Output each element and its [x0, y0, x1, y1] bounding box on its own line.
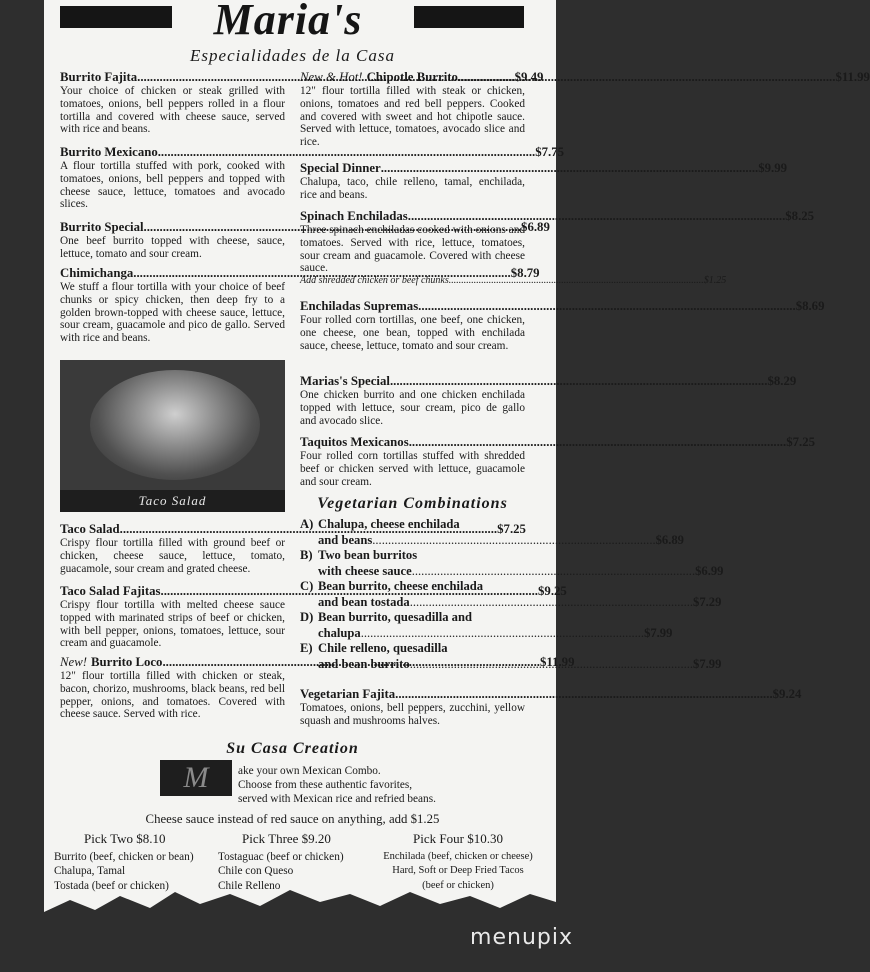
item-name: Burrito Mexicano [60, 145, 158, 159]
combo-title: Pick Two $8.10 [84, 831, 166, 846]
veg-combo-item [300, 517, 684, 548]
veg-label: E) [300, 641, 313, 655]
menu-item [300, 374, 797, 427]
item-name: Burrito Fajita [60, 70, 138, 84]
creation-line: Choose from these authentic favorites, [238, 779, 413, 791]
veg-line2: and bean burrito [318, 656, 410, 671]
item-name: Taco Salad Fajitas [60, 584, 161, 598]
item-description: Three spinach enchiladas cooked with onions and tomatoes. Served with rice, lettuce, tomatoes, sour cream and guacamole. Covered with cheese sauce. [300, 224, 525, 275]
combo-item: Tostaguac (beef or chicken) [218, 850, 344, 863]
item-price: $7.25 [786, 435, 815, 449]
veg-combo-item [300, 548, 724, 579]
item-name: Marias's Special [300, 374, 390, 388]
veg-line1: Bean burrito, cheese enchilada [318, 579, 484, 593]
combo-item: Burrito (beef, chicken or bean) [54, 850, 194, 863]
combo-item: Tostada (beef or chicken) [54, 879, 169, 892]
item-price: $11.99 [539, 655, 575, 669]
item-price: $7.25 [497, 522, 526, 536]
combo-item: Hard, Soft or Deep Fried Tacos [392, 865, 524, 876]
section-heading-vegetarian: Vegetarian Combinations [317, 495, 508, 512]
menu-item [300, 435, 815, 488]
menu-item [300, 299, 825, 352]
item-description: One beef burrito topped with cheese, sauce, lettuce, tomato and sour cream. [60, 235, 285, 260]
item-price: $8.25 [785, 209, 815, 223]
combo-item: Enchilada (beef, chicken or cheese) [383, 850, 533, 862]
veg-label: A) [300, 517, 314, 531]
item-description: Tomatoes, onions, bell peppers, zucchini, yellow squash and mushrooms halves. [300, 702, 525, 727]
salad-bowl-image [90, 370, 260, 480]
creation-text [238, 764, 436, 806]
item-description: Your choice of chicken or steak grilled with tomatoes, onions, bell peppers rolled in a flour tortilla and covered with cheese sauce, served with rice and beans. [60, 85, 285, 136]
item-description: A flour tortilla stuffed with pork, cooked with tomatoes, onions, bell peppers and topped with cheese sauce, lettuce, tomatoes and avocado slices. [60, 160, 285, 211]
combo-pick-two [54, 832, 204, 893]
combo-pick-four [380, 832, 536, 893]
item-description: Four rolled corn tortillas, one beef, one chicken, one cheese, one bean, topped with enchilada sauce, cheese, lettuce, tomato and sour cream. [300, 314, 525, 352]
item-price: $6.89 [521, 220, 550, 234]
item-price: $8.79 [510, 266, 540, 280]
veg-line1: Bean burrito, quesadilla and [318, 610, 472, 624]
menu-item [300, 687, 802, 728]
veg-label: C) [300, 579, 314, 593]
item-name: Enchiladas Supremas [300, 299, 419, 313]
title-bar-left [60, 6, 172, 28]
item-name: Chimichanga [60, 266, 134, 280]
item-description: One chicken burrito and one chicken enchilada topped with lettuce, sour cream, pico de gallo and avocado slice. [300, 389, 525, 427]
menupix-watermark: menupix [470, 925, 573, 950]
item-description: 12" flour tortilla filled with chicken or steak, bacon, chorizo, mushrooms, black beans, red bell pepper, onions, and tomatoes. Covered with cheese sauce. Served with rice. [60, 670, 285, 721]
item-price: $9.25 [538, 584, 567, 598]
item-prefix: New! [60, 655, 88, 669]
item-name: Burrito Special [60, 220, 144, 234]
veg-line1: Chile relleno, quesadilla [318, 641, 448, 655]
veg-line1: Two bean burritos [318, 548, 418, 562]
veg-line2: chalupa [318, 625, 361, 640]
item-name: Spinach Enchiladas [300, 209, 408, 223]
veg-line2: and beans [318, 532, 373, 547]
item-price: $7.75 [535, 145, 565, 159]
torn-edge-right [556, 0, 619, 972]
item-description: Chalupa, taco, chile relleno, tamal, enchilada, rice and beans. [300, 176, 525, 201]
cheese-sauce-note: Cheese sauce instead of red sauce on anything, add $1.25 [145, 812, 440, 826]
combo-title: Pick Three $9.20 [242, 831, 331, 846]
item-name: Burrito Loco [91, 655, 163, 669]
veg-combo-item [300, 610, 673, 641]
item-name: Chipotle Burrito [366, 70, 458, 84]
menu-item [300, 161, 788, 202]
item-price: $11.99 [835, 70, 870, 84]
combo-pick-three [218, 832, 368, 893]
drop-cap-box [160, 760, 232, 796]
veg-line1: Chalupa, cheese enchilada [318, 517, 460, 531]
item-prefix: New & Hot! [300, 70, 363, 84]
veg-price: $6.99 [695, 563, 724, 578]
veg-price: $6.89 [655, 532, 684, 547]
item-name: Taquitos Mexicanos [300, 435, 409, 449]
veg-price: $7.99 [644, 625, 673, 640]
veg-line2: and bean tostada [318, 594, 410, 609]
section-heading-creation: Su Casa Creation [226, 740, 359, 757]
photo-caption: Taco Salad [60, 490, 285, 512]
section-heading-specialties: Especialidades de la Casa [190, 46, 395, 65]
veg-line2: with cheese sauce [318, 563, 412, 578]
drop-cap: M [183, 761, 209, 794]
item-price: $8.29 [767, 374, 797, 388]
restaurant-title: Maria's [213, 0, 363, 44]
taco-salad-photo [60, 360, 285, 512]
creation-line: served with Mexican rice and refried beans. [238, 793, 436, 805]
combo-title: Pick Four $10.30 [413, 831, 503, 846]
item-description: We stuff a flour tortilla with your choice of beef chunks or spicy chicken, then deep fry to a golden brown-topped with cheese sauce, lettuce, sour cream, guacamole and pico de gallo. Served with rice and beans. [60, 281, 285, 345]
torn-edge-left [0, 0, 44, 972]
item-price: $9.24 [772, 687, 802, 701]
item-addon: Add shredded chicken or beef chunks [300, 275, 449, 287]
veg-label: B) [300, 548, 313, 562]
item-description: Crispy flour tortilla with melted cheese sauce topped with marinated strips of beef or chicken, with bell pepper, onions, tomatoes, lettuce, sour cream and guacamole. [60, 599, 285, 650]
veg-price: $7.29 [693, 594, 722, 609]
item-description: Crispy flour tortilla filled with ground beef or chicken, cheese sauce, lettuce, tomato, guacamole, sour cream and grated cheese. [60, 537, 285, 575]
creation-line: ake your own Mexican Combo. [238, 765, 381, 777]
combo-item: Chile con Queso [218, 865, 294, 877]
item-addon-price: $1.25 [703, 275, 727, 287]
item-name: Taco Salad [60, 522, 120, 536]
combo-item: Chalupa, Tamal [54, 865, 126, 877]
combo-item: Chile Relleno [218, 879, 281, 892]
item-price: $9.49 [514, 70, 544, 84]
item-price: $8.69 [795, 299, 825, 313]
item-name: Special Dinner [300, 161, 381, 175]
combo-item: (beef or chicken) [422, 879, 494, 891]
item-name: Vegetarian Fajita [300, 687, 396, 701]
veg-price: $7.99 [693, 656, 722, 671]
veg-label: D) [300, 610, 314, 624]
item-price: $9.99 [758, 161, 788, 175]
item-description: Four rolled corn tortillas stuffed with shredded beef or chicken served with lettuce, guacamole and sour cream. [300, 450, 525, 488]
title-bar-right [414, 6, 524, 28]
item-description: 12" flour tortilla filled with steak or chicken, onions, tomatoes and red bell peppers. Cooked and covered with sweet and hot chipotle sauce. Served with lettuce, tomatoes, avocado slice and rice. [300, 85, 525, 149]
